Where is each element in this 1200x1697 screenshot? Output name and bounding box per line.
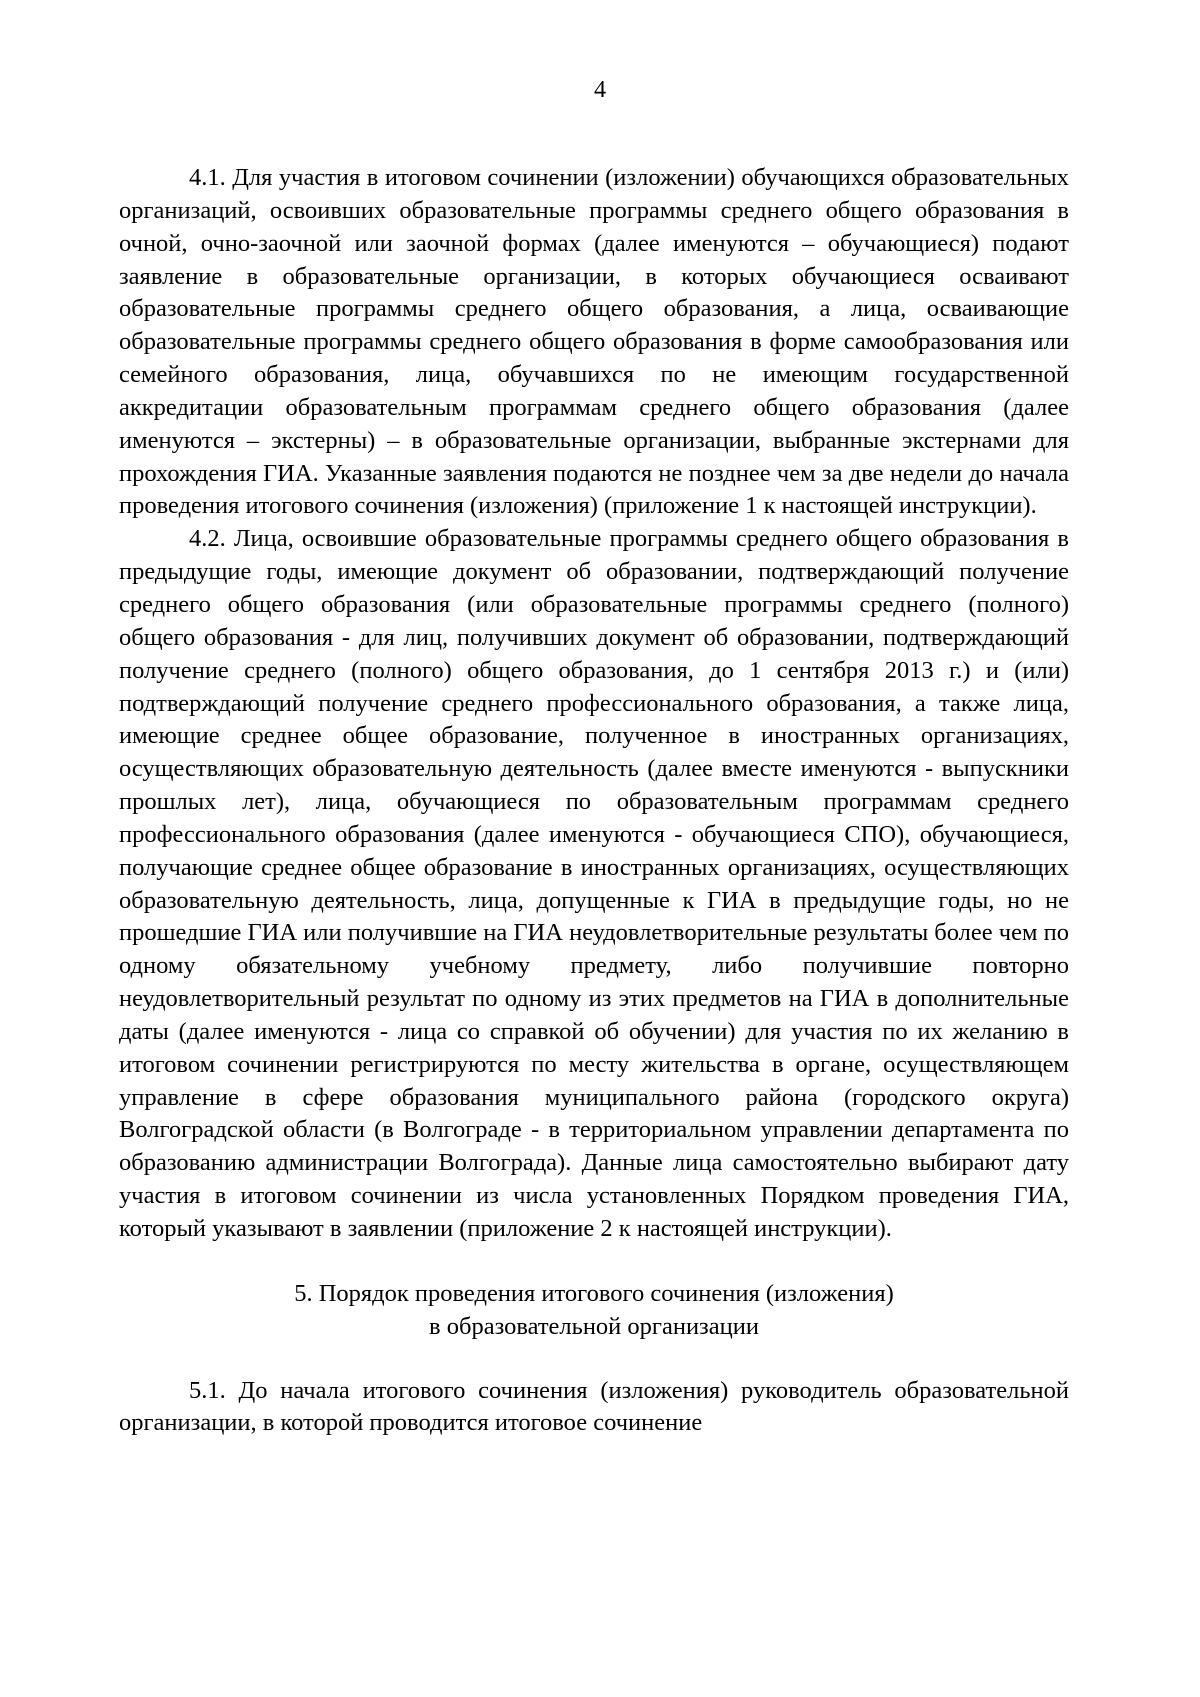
section-5-title-line-2: в образовательной организации (429, 1312, 759, 1340)
paragraph-4-1: 4.1. Для участия в итоговом сочинении (изложении) обучающихся образовательных организаций, освоивших образовательные программы среднего общего образования в очной, очно-заочной или заочной формах (далее именуются – обучающиеся) подают заявление в образовательные организации, в которых обучающиеся осваивают образовательные программы среднего общего образования, а лица, осваивающие образовательные программы среднего общего образования в форме самообразования или семейного образования, лица, обучавшихся по не имеющим государственной аккредитации образовательным программам среднего общего образования (далее именуются – экстерны) – в образовательные организации, выбранные экстернами для прохождения ГИА. Указанные заявления подаются не позднее чем за две недели до начала проведения итогового сочинения (изложения) (приложение 1 к настоящей инструкции). (119, 164, 1069, 520)
section-5-title-line-1: 5. Порядок проведения итогового сочинения (изложения) (294, 1279, 894, 1307)
paragraph-5-1: 5.1. До начала итогового сочинения (изложения) руководитель образовательной организации, в которой проводится итоговое сочинение (119, 1376, 1069, 1437)
section-5-heading (119, 1278, 1069, 1344)
paragraph-4-2: 4.2. Лица, освоившие образовательные программы среднего общего образования в предыдущие годы, имеющие документ об образовании, подтверждающий получение среднего общего образования (или образовательные программы среднего (полного) общего образования - для лиц, получивших документ об образовании, подтверждающий получение среднего (полного) общего образования, до 1 сентября 2013 г.) и (или) подтверждающий получение среднего профессионального образования, а также лица, имеющие среднее общее образование, полученное в иностранных организациях, осуществляющих образовательную деятельность (далее вместе именуются - выпускники прошлых лет), лица, обучающиеся по образовательным программам среднего профессионального образования (далее именуются - обучающиеся СПО), обучающиеся, получающие среднее общее образование в иностранных организациях, осуществляющих образовательную деятельность, лица, допущенные к ГИА в предыдущие годы, но не прошедшие ГИА или получившие на ГИА неудовлетворительные результаты более чем по одному обязательному учебному предмету, либо получившие повторно неудовлетворительный результат по одному из этих предметов на ГИА в дополнительные даты (далее именуются - лица со справкой об обучении) для участия по их желанию в итоговом сочинении регистрируются по месту жительства в органе, осуществляющем управление в сфере образования муниципального района (городского округа) Волгоградской области (в Волгограде - в территориальном управлении департамента по образованию администрации Волгограда). Данные лица самостоятельно выбирают дату участия в итоговом сочинении из числа установленных Порядком проведения ГИА, который указывают в заявлении (приложение 2 к настоящей инструкции). (119, 525, 1069, 1242)
document-body (119, 162, 1069, 1440)
page-number: 4 (594, 77, 606, 103)
